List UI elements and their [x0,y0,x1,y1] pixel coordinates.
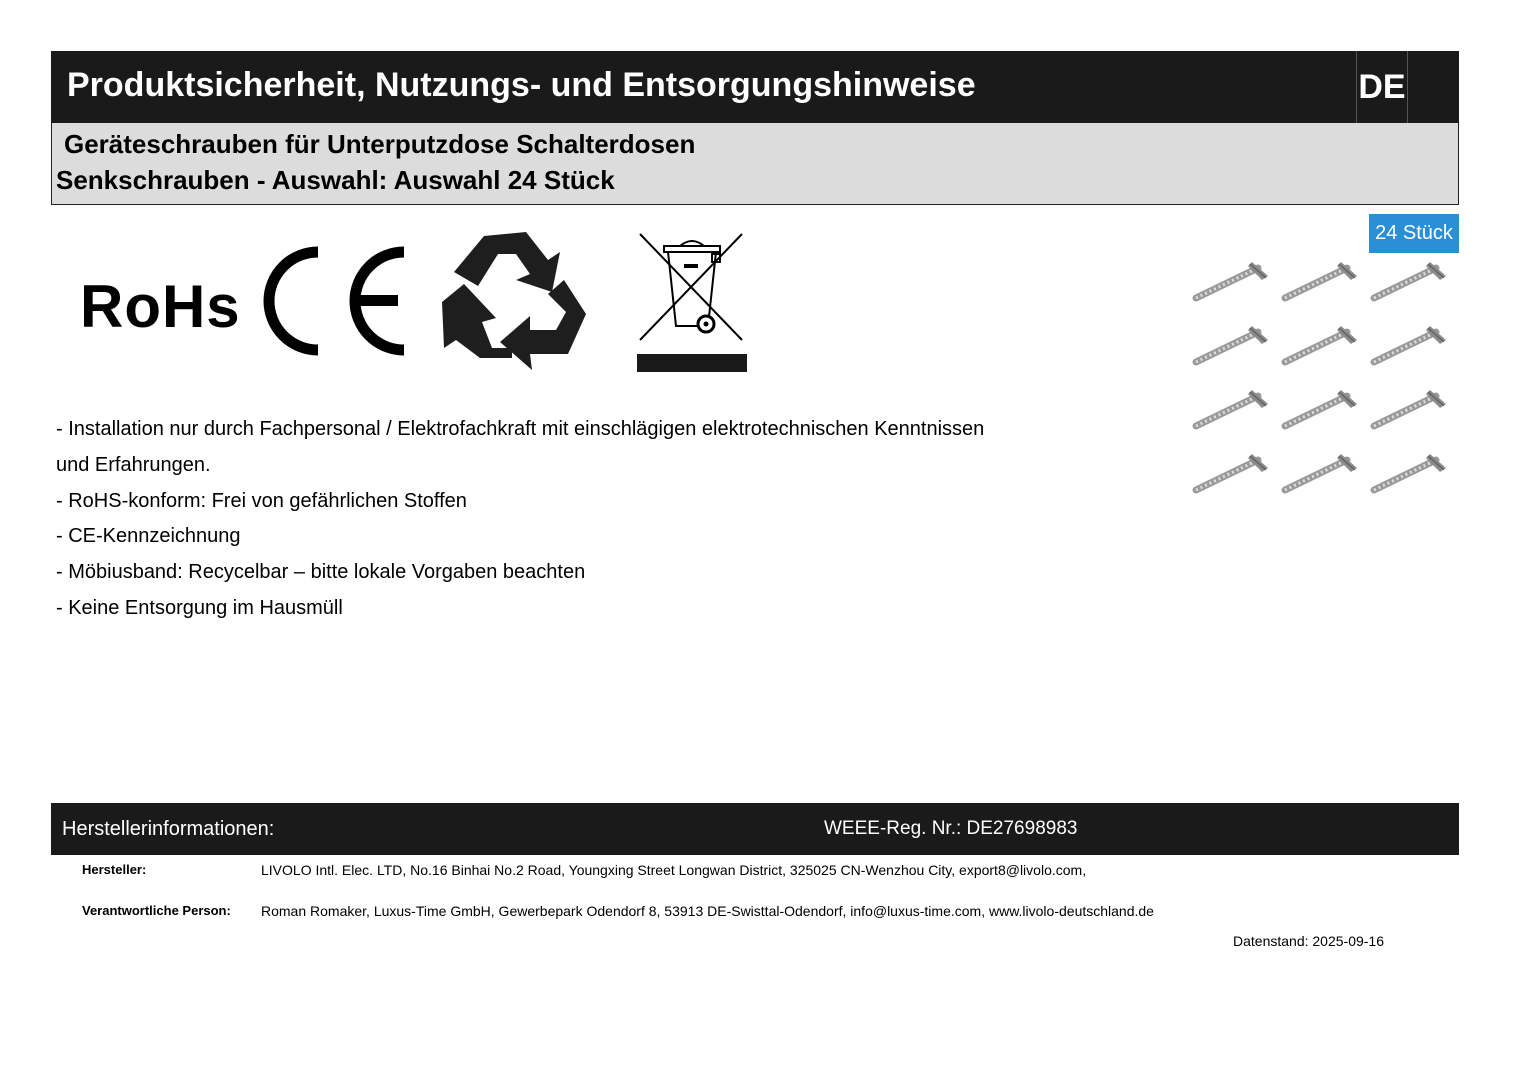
screws-product-image [1185,255,1455,505]
note-line: - CE-Kennzeichnung [56,525,241,548]
responsible-person-label: Verantwortliche Person: [82,903,231,918]
manufacturer-section-title: Herstellerinformationen: [62,818,275,840]
crossed-bin-weee-icon [636,230,748,374]
page-title: Produktsicherheit, Nutzungs- und Entsorgungshinweise [67,66,976,104]
safety-notes [56,412,984,627]
manufacturer-label: Hersteller: [82,862,147,877]
recycle-icon [436,230,588,376]
note-line: - Möbiusband: Recycelbar – bitte lokale Vorgaben beachten [56,561,586,584]
responsible-person-value: Roman Romaker, Luxus-Time GmbH, Gewerbepark Odendorf 8, 53913 DE-Swisttal-Odendorf, info@luxus-time.com, www.livolo-deutschland.de [261,903,1154,919]
note-line: - RoHS-konform: Frei von gefährlichen Stoffen [56,489,467,512]
page-header [51,51,1459,123]
ce-mark-icon [256,246,408,356]
product-subheader [51,123,1459,205]
weee-registration-number: WEEE-Reg. Nr.: DE27698983 [824,818,1078,839]
product-variant: Senkschrauben - Auswahl: Auswahl 24 Stück [56,165,615,195]
manufacturer-header [51,803,1459,855]
language-code: DE [1356,51,1408,123]
manufacturer-value: LIVOLO Intl. Elec. LTD, No.16 Binhai No.2 Road, Youngxing Street Longwan District, 325025 CN-Wenzhou City, export8@livolo.com, [261,862,1087,878]
note-line: und Erfahrungen. [56,453,211,476]
product-name: Geräteschrauben für Unterputzdose Schalterdosen [64,129,696,159]
quantity-badge: 24 Stück [1369,214,1459,253]
note-line: - Keine Entsorgung im Hausmüll [56,596,343,619]
note-line: - Installation nur durch Fachpersonal / Elektrofachkraft mit einschlägigen elektrotechnischen Kenntnissen [56,418,985,440]
rohs-logo: RoHs [80,273,241,340]
data-status-date: Datenstand: 2025-09-16 [1233,933,1384,949]
